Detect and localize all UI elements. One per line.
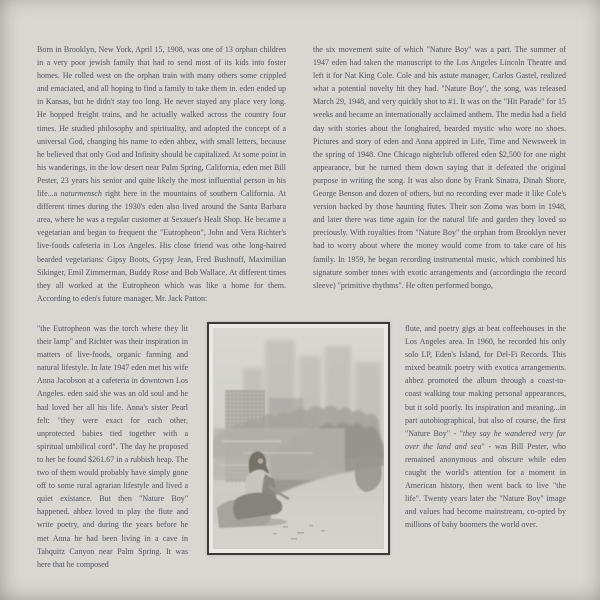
figure-face: [258, 458, 263, 463]
right-narrow-text-run: flute, and poetry gigs at beat coffeehouses in the Los Angeles area. In 1960, he recorded his only solo LP, Eden's Island, for Del-Fi Records. This mixed beatnik poetry with exotica arrangements. ahbez promoted the album through a coast-to-coast walking tour making personal appearances, but it sold poorly. Its inspiration and meaning...in part autobiographical, but also of course, the first "Nature Boy" - ": [405, 324, 566, 438]
right-narrow-text-run-2: " - was Bill Pester, who remained anonymous and obscure while eden caught the world's attention for a moment in American history, then went back to live "the life". Twenty years later the "Nature Boy" image and values had become mainstream, co-opted by millions of baby boomers the world over.: [405, 441, 566, 530]
park-photo: [213, 328, 384, 549]
right-column-upper-paragraph: the six movement suite of which "Nature Boy" was a part. The summer of 1947 eden had taken the manuscript to the Los Angeles Lincoln Theatre and left it for Nat King Cole. Cole and his astute manager, Carlos Gastel, realized what a potential novelty hit they had. "Nature Boy", the song, was released March 29, 1948, and very quickly shot to #1. It was on the "Hit Parade" for 15 weeks and became an internationally acclaimed anthem. The media had a field day with stories about the longhaired, bearded mystic who wore no shoes. Pictures and story of eden and Anna appired in Life, Time and Newsweek in the spring of 1948. One Chicago nightclub offered eden $2,500 for one night appearance, but he turned them down saying that it defeated the original purpose in writing the song. It was also done by Frank Sinatra, Dinah Shore, George Benson and dozen of others, but no recording ever made it like Cole's version backed by those haunting flutes. Their son Zoma was born in 1948, and later there was time again for the natural life and garden they loved so preciously. With royalties from "Nature Boy" the orphan from Brooklyn never had to worry about where the money would come from to take care of his family. In 1959, he began recording instrumental music, which combined his signature somber tones with exotic arrangements and (accordingto the record sleeve) "primitive rhythms". He often performed bongo,: [313, 45, 566, 290]
italic-nature-boy-lyric: they say he wandered very far over the land and sea: [405, 428, 566, 451]
photo-water: [213, 428, 345, 480]
left-column-text-beside-photo: "the Eutropheon was the torch where they lit their lamp" and Richter was their inspiration in matters of live-foods, organic farming and natural lifestyle. In late 1947 eden met his wife Anna Jacobson at a cafeteria in downtown Los Angeles. eden said she was an old soul and he had loved her all his life. Anna's sister Pearl felt: "they were exact for each other, unprotected babies tied together with a spiritual umbilical cord". The day he proposed to her he found $261.67 in a rubbish heap. The two of them would probably have simply gone off to some rural agrarian lifestyle and lived a quiet existance. But then "Nature Boy" happened. ahbez loved to play the flute and write poetry, and during the years before he met Anna he had been living in a cave in Tahquitz Canyon near Palm Spring. It was here that he composed: [37, 324, 188, 569]
left-column-upper-paragraph: [37, 43, 286, 322]
left-upper-text-run-2: right here in the mountains of southern California. At different times during the 1930's eden also lived around the Santa Barbara area, where he was a regular customer at Sexauer's Healt Shop. He became a vegetarian and began to frequent the "Eutropheon", John and Vera Richter's live-foods cafeteria in Los Angeles. His close friend was othe long-haired bearded vegetarians: Gipsy Boots, Gypsy Jean, Fred Bushnoff, Maximilian Sikinger, Emil Zimmerman, Buddy Rose and Bob Wallace. At different times they all worked at the Eutropheon which was like a home for them. According to eden's future manager, Mr. Jack Patton:: [37, 189, 286, 303]
figure-shadow: [231, 518, 287, 526]
right-column-text-beside-photo: [405, 322, 566, 532]
italic-word-naturmensch: naturmensch: [60, 189, 102, 199]
left-upper-text-run: Born in Brooklyn, New York, April 15, 1908, was one of 13 orphan children in a very poor jewish family that had to send most of its kids into foster homes. He rolled west on the orphan train with many others some crippled and emaciated, and all hoping to find a family to take them in. eden ended up in Kansas, but he didn't stay too long. He never stayed any place very long. He hopped freight trains, and he actually walked across the country four times. He studied philosophy and spirituality, and adopted the concept of a universal God, changing his name to eden ahbez, with small letters, because he believed that only God and Infinity should be capitalized. At some point in his wanderings, in the low desert near Palm Spring, California, eden met Bill Pester, 23 years his senior and quite likely the most influential person in his life...a: [37, 45, 286, 199]
photo-frame: [207, 322, 390, 555]
